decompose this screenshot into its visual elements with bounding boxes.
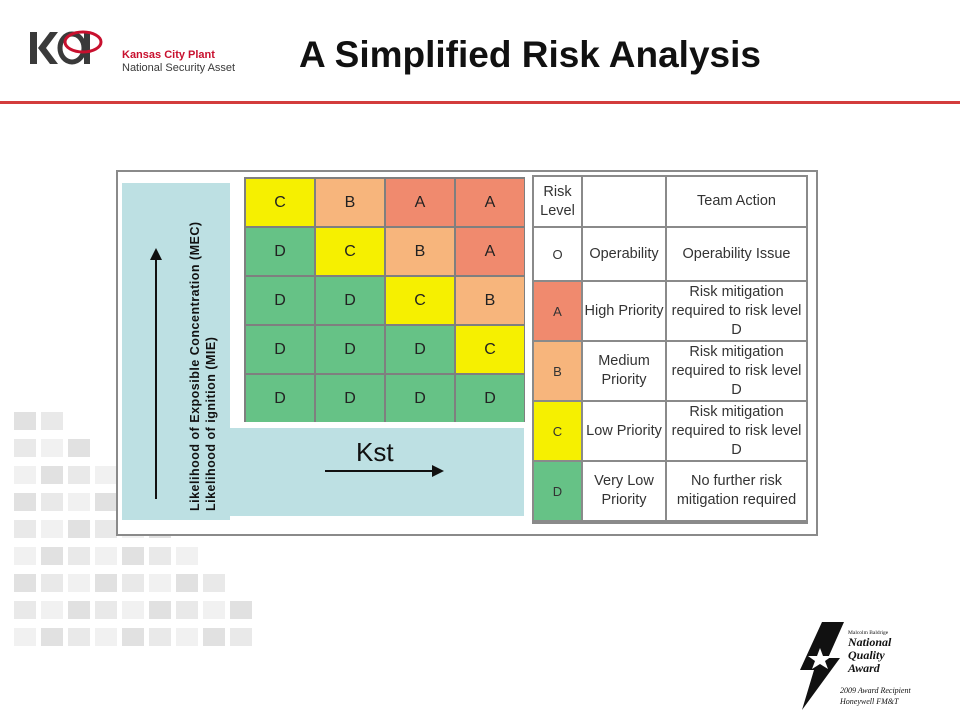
decorative-square (14, 412, 36, 430)
risk-legend-table (532, 175, 808, 524)
legend-level-o: O (534, 228, 581, 280)
legend-priority-c: Low Priority (583, 402, 665, 460)
decorative-square (149, 574, 171, 592)
decorative-square (68, 547, 90, 565)
legend-header-team-action: Team Action (667, 177, 806, 226)
risk-cell-d: D (316, 277, 384, 324)
up-arrow-icon (150, 248, 162, 260)
decorative-square (95, 547, 117, 565)
decorative-square (14, 547, 36, 565)
decorative-square (176, 574, 198, 592)
decorative-square (41, 574, 63, 592)
risk-cell-a: A (456, 228, 524, 275)
lightning-bolt-icon (800, 622, 844, 710)
legend-action-d: No further risk mitigation required (667, 462, 806, 520)
logo-line-2: National Security Asset (122, 62, 236, 74)
decorative-square (68, 466, 90, 484)
decorative-square (41, 547, 63, 565)
award-line-5: 2009 Award Recipient (840, 686, 911, 695)
y-axis-label-line-2: Likelihood of ignition (MIE) (204, 336, 218, 511)
decorative-square (95, 574, 117, 592)
risk-cell-d: D (456, 375, 524, 422)
legend-level-b: B (534, 342, 581, 400)
risk-cell-d: D (316, 326, 384, 373)
y-axis-arrow-line (155, 258, 157, 499)
decorative-square (149, 628, 171, 646)
legend-priority-d: Very Low Priority (583, 462, 665, 520)
decorative-square (41, 493, 63, 511)
risk-cell-d: D (386, 326, 454, 373)
decorative-square (68, 601, 90, 619)
risk-matrix (244, 177, 525, 422)
decorative-square (68, 493, 90, 511)
award-line-4: Award (848, 661, 880, 675)
legend-level-a: A (534, 282, 581, 340)
decorative-square (122, 601, 144, 619)
decorative-square (68, 628, 90, 646)
decorative-square (14, 520, 36, 538)
risk-cell-d: D (246, 277, 314, 324)
x-axis-arrow-line (325, 470, 433, 472)
decorative-square (14, 493, 36, 511)
decorative-square (203, 574, 225, 592)
risk-cell-c: C (246, 179, 314, 226)
decorative-square (176, 601, 198, 619)
decorative-square (68, 520, 90, 538)
decorative-square (122, 628, 144, 646)
legend-action-b: Risk mitigation required to risk level D (667, 342, 806, 400)
risk-cell-b: B (456, 277, 524, 324)
risk-cell-d: D (316, 375, 384, 422)
decorative-square (41, 520, 63, 538)
decorative-square (95, 466, 117, 484)
risk-cell-d: D (246, 326, 314, 373)
decorative-square (95, 628, 117, 646)
decorative-square (41, 628, 63, 646)
decorative-square (230, 601, 252, 619)
decorative-square (203, 628, 225, 646)
decorative-square (149, 547, 171, 565)
header-divider (0, 101, 960, 104)
legend-header-risk-level: Risk Level (534, 177, 581, 226)
y-axis-label (187, 221, 219, 511)
decorative-square (14, 601, 36, 619)
legend-action-o: Operability Issue (667, 228, 806, 280)
logo-line-1: Kansas City Plant (122, 49, 215, 61)
risk-cell-a: A (386, 179, 454, 226)
legend-priority-b: Medium Priority (583, 342, 665, 400)
decorative-square (14, 574, 36, 592)
decorative-square (176, 547, 198, 565)
decorative-square (95, 520, 117, 538)
legend-level-d: D (534, 462, 581, 520)
risk-cell-d: D (246, 228, 314, 275)
decorative-square (68, 439, 90, 457)
baldrige-award-badge (788, 618, 938, 714)
decorative-square (122, 547, 144, 565)
decorative-square (14, 439, 36, 457)
risk-cell-d: D (386, 375, 454, 422)
decorative-square (95, 493, 117, 511)
decorative-square (14, 628, 36, 646)
decorative-square (230, 628, 252, 646)
legend-action-a: Risk mitigation required to risk level D (667, 282, 806, 340)
decorative-square (149, 601, 171, 619)
award-line-1: Malcolm Baldrige (848, 630, 889, 636)
award-line-3: Quality (848, 648, 885, 662)
decorative-square (41, 439, 63, 457)
risk-cell-b: B (386, 228, 454, 275)
award-line-6: Honeywell FM&T (840, 697, 899, 706)
risk-cell-c: C (316, 228, 384, 275)
risk-cell-c: C (456, 326, 524, 373)
risk-cell-b: B (316, 179, 384, 226)
decorative-square (41, 466, 63, 484)
risk-cell-d: D (246, 375, 314, 422)
legend-level-c: C (534, 402, 581, 460)
decorative-square (41, 412, 63, 430)
legend-action-c: Risk mitigation required to risk level D (667, 402, 806, 460)
decorative-square (14, 466, 36, 484)
right-arrow-icon (432, 465, 444, 477)
legend-priority-a: High Priority (583, 282, 665, 340)
decorative-square (68, 574, 90, 592)
award-line-2: National (848, 635, 892, 649)
kcp-logo-mark-icon (28, 26, 103, 70)
y-axis-label-line-1: Likelihood of Exposible Concentration (MEC) (188, 221, 202, 511)
risk-cell-a: A (456, 179, 524, 226)
legend-header-blank (583, 177, 665, 226)
kcp-logo (28, 22, 236, 82)
decorative-square (41, 601, 63, 619)
x-axis-label: Kst (356, 437, 394, 467)
decorative-square (95, 601, 117, 619)
decorative-square (122, 574, 144, 592)
decorative-square (176, 628, 198, 646)
risk-cell-c: C (386, 277, 454, 324)
page-title: A Simplified Risk Analysis (299, 34, 761, 75)
decorative-square (203, 601, 225, 619)
legend-priority-o: Operability (583, 228, 665, 280)
